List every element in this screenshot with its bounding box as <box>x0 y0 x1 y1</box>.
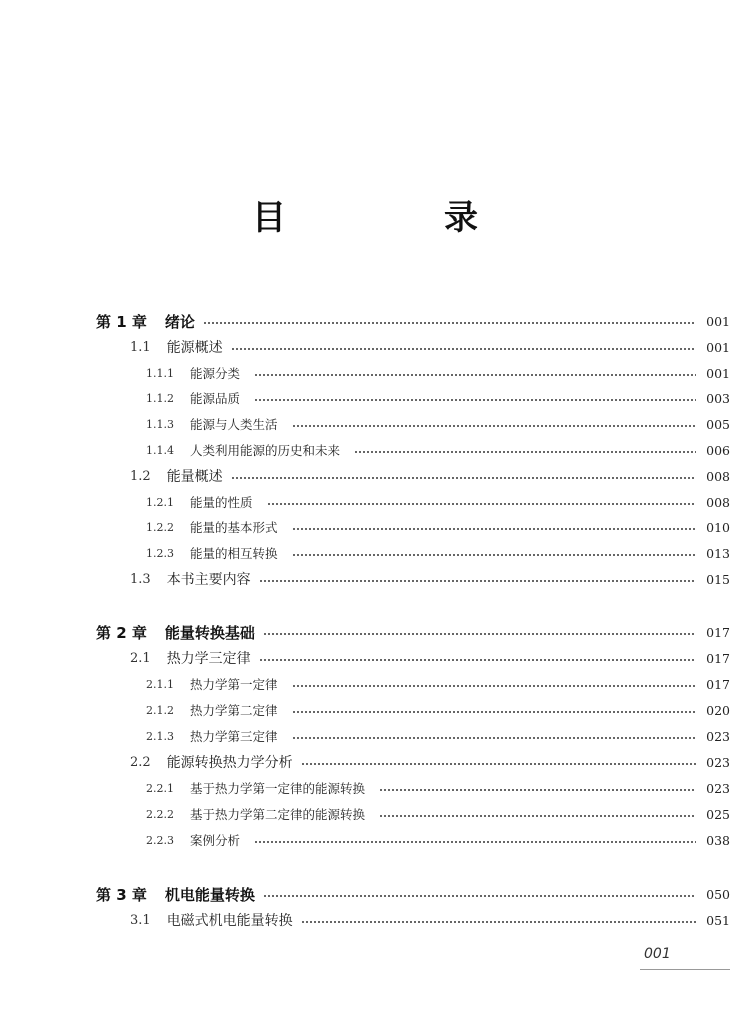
toc-entry-number: 2.1.1 <box>146 677 174 691</box>
toc-entry-title: 基于热力学第一定律的能源转换 <box>190 781 366 796</box>
toc-entry-page: 008 <box>706 468 730 484</box>
dot-leader <box>254 841 696 843</box>
toc-entry-title: 人类利用能源的历史和未来 <box>190 443 341 458</box>
toc-entry-page: 010 <box>706 519 730 535</box>
toc-entry-title: 能源品质 <box>190 391 241 406</box>
toc-entry-number: 3.1 <box>130 912 151 928</box>
toc-entry-page: 001 <box>706 365 730 381</box>
toc-entry-number: 1.2 <box>130 468 151 484</box>
toc-entry-page: 017 <box>706 650 730 666</box>
toc-entry-number: 1.1.2 <box>146 391 174 405</box>
toc-entry[interactable] <box>0 802 730 826</box>
toc-entry-page: 008 <box>706 494 730 510</box>
dot-leader <box>263 895 696 897</box>
toc-entry[interactable] <box>0 698 730 722</box>
dot-leader <box>301 763 696 765</box>
dot-leader <box>292 554 696 556</box>
toc-entry-title: 能源与人类生活 <box>190 417 278 432</box>
toc-entry-page: 017 <box>706 624 730 640</box>
toc-entry-page: 051 <box>706 912 730 928</box>
toc-entry-number: 2.1.3 <box>146 729 174 743</box>
toc-entry[interactable] <box>0 776 730 800</box>
toc-entry-page: 038 <box>706 832 730 848</box>
dot-leader <box>254 399 696 401</box>
toc-entry-page: 017 <box>706 676 730 692</box>
dot-leader <box>231 348 696 350</box>
toc-entry-page: 003 <box>706 390 730 406</box>
toc-entry[interactable] <box>0 620 730 644</box>
toc-entry-page: 013 <box>706 545 730 561</box>
toc-entry-page: 025 <box>706 806 730 822</box>
toc-entry-title: 能量的相互转换 <box>190 546 278 561</box>
toc-entry[interactable] <box>0 309 730 333</box>
toc-entry-number: 2.1 <box>130 650 151 666</box>
dot-leader <box>292 711 696 713</box>
toc-entry-number: 2.2.2 <box>146 807 174 821</box>
toc-entry-number: 1.1.4 <box>146 443 174 457</box>
toc-entry-number: 1.2.2 <box>146 520 174 534</box>
dot-leader <box>203 322 696 324</box>
toc-entry[interactable] <box>0 828 730 852</box>
toc-entry-number: 2.2 <box>130 754 151 770</box>
toc-entry-title: 能量的基本形式 <box>190 520 278 535</box>
dot-leader <box>254 374 696 376</box>
dot-leader <box>379 815 696 817</box>
toc-entry[interactable] <box>0 724 730 748</box>
toc-entry-number: 1.2.3 <box>146 546 174 560</box>
toc-entry[interactable] <box>0 490 730 514</box>
toc-entry[interactable] <box>0 335 730 359</box>
toc-entry-title: 电磁式机电能量转换 <box>166 913 293 929</box>
toc-entry-number: 第 3 章 <box>96 885 147 904</box>
dot-leader <box>354 451 696 453</box>
toc-entry[interactable] <box>0 672 730 696</box>
toc-entry-page: 023 <box>706 728 730 744</box>
toc-entry-title: 热力学三定律 <box>166 651 251 667</box>
toc-entry-title: 能量概述 <box>166 469 223 485</box>
dot-leader <box>259 580 696 582</box>
toc-entry-title: 能源转换热力学分析 <box>166 755 293 771</box>
toc-entry-number: 2.2.3 <box>146 833 174 847</box>
dot-leader <box>231 477 696 479</box>
toc-entry-number: 1.1.3 <box>146 417 174 431</box>
dot-leader <box>292 425 696 427</box>
dot-leader <box>301 921 696 923</box>
toc-entry-page: 050 <box>706 886 730 902</box>
toc-entry-page: 023 <box>706 754 730 770</box>
toc-entry-page: 020 <box>706 702 730 718</box>
toc-entry-number: 第 2 章 <box>96 623 147 642</box>
toc-entry[interactable] <box>0 541 730 565</box>
toc-entry-page: 001 <box>706 313 730 329</box>
toc-entry-title: 本书主要内容 <box>166 572 251 588</box>
toc-entry[interactable] <box>0 750 730 774</box>
toc-entry-page: 015 <box>706 571 730 587</box>
toc-entry-title: 能源分类 <box>190 366 241 381</box>
dot-leader <box>267 503 696 505</box>
toc-entry-page: 023 <box>706 780 730 796</box>
toc-entry-title: 热力学第一定律 <box>190 677 278 692</box>
toc-entry[interactable] <box>0 438 730 462</box>
toc-entry-title: 绪论 <box>164 312 195 331</box>
toc-entry[interactable] <box>0 567 730 591</box>
toc-entry-number: 2.1.2 <box>146 703 174 717</box>
toc-entry-page: 001 <box>706 339 730 355</box>
toc-entry[interactable] <box>0 646 730 670</box>
toc-entry-number: 1.1.1 <box>146 366 174 380</box>
toc-entry[interactable] <box>0 361 730 385</box>
toc-entry-number: 2.2.1 <box>146 781 174 795</box>
toc-entry-page: 006 <box>706 442 730 458</box>
toc-entry-number: 第 1 章 <box>96 312 147 331</box>
dot-leader <box>292 685 696 687</box>
dot-leader <box>259 659 696 661</box>
toc-entry-title: 能源概述 <box>166 340 223 356</box>
toc-entry[interactable] <box>0 386 730 410</box>
toc-entry[interactable] <box>0 412 730 436</box>
toc-entry-page: 005 <box>706 416 730 432</box>
toc-entry-number: 1.1 <box>130 339 151 355</box>
toc-entry[interactable] <box>0 464 730 488</box>
toc-entry-title: 能量转换基础 <box>164 623 255 642</box>
toc-entry-title: 热力学第二定律 <box>190 703 278 718</box>
toc-entry-title: 能量的性质 <box>190 495 253 510</box>
toc-entry[interactable] <box>0 908 730 932</box>
dot-leader <box>263 633 696 635</box>
dot-leader <box>379 789 696 791</box>
dot-leader <box>292 737 696 739</box>
toc-title: 目 录 <box>252 198 540 238</box>
toc-entry-number: 1.3 <box>130 571 151 587</box>
toc-entry-title: 基于热力学第二定律的能源转换 <box>190 807 366 822</box>
toc-entry-title: 机电能量转换 <box>164 885 255 904</box>
dot-leader <box>292 528 696 530</box>
toc-entry[interactable] <box>0 515 730 539</box>
page-number: 001 <box>640 946 730 970</box>
toc-entry-number: 1.2.1 <box>146 495 174 509</box>
toc-entry-title: 热力学第三定律 <box>190 729 278 744</box>
toc-entry-title: 案例分析 <box>190 833 241 848</box>
toc-entry[interactable] <box>0 882 730 906</box>
